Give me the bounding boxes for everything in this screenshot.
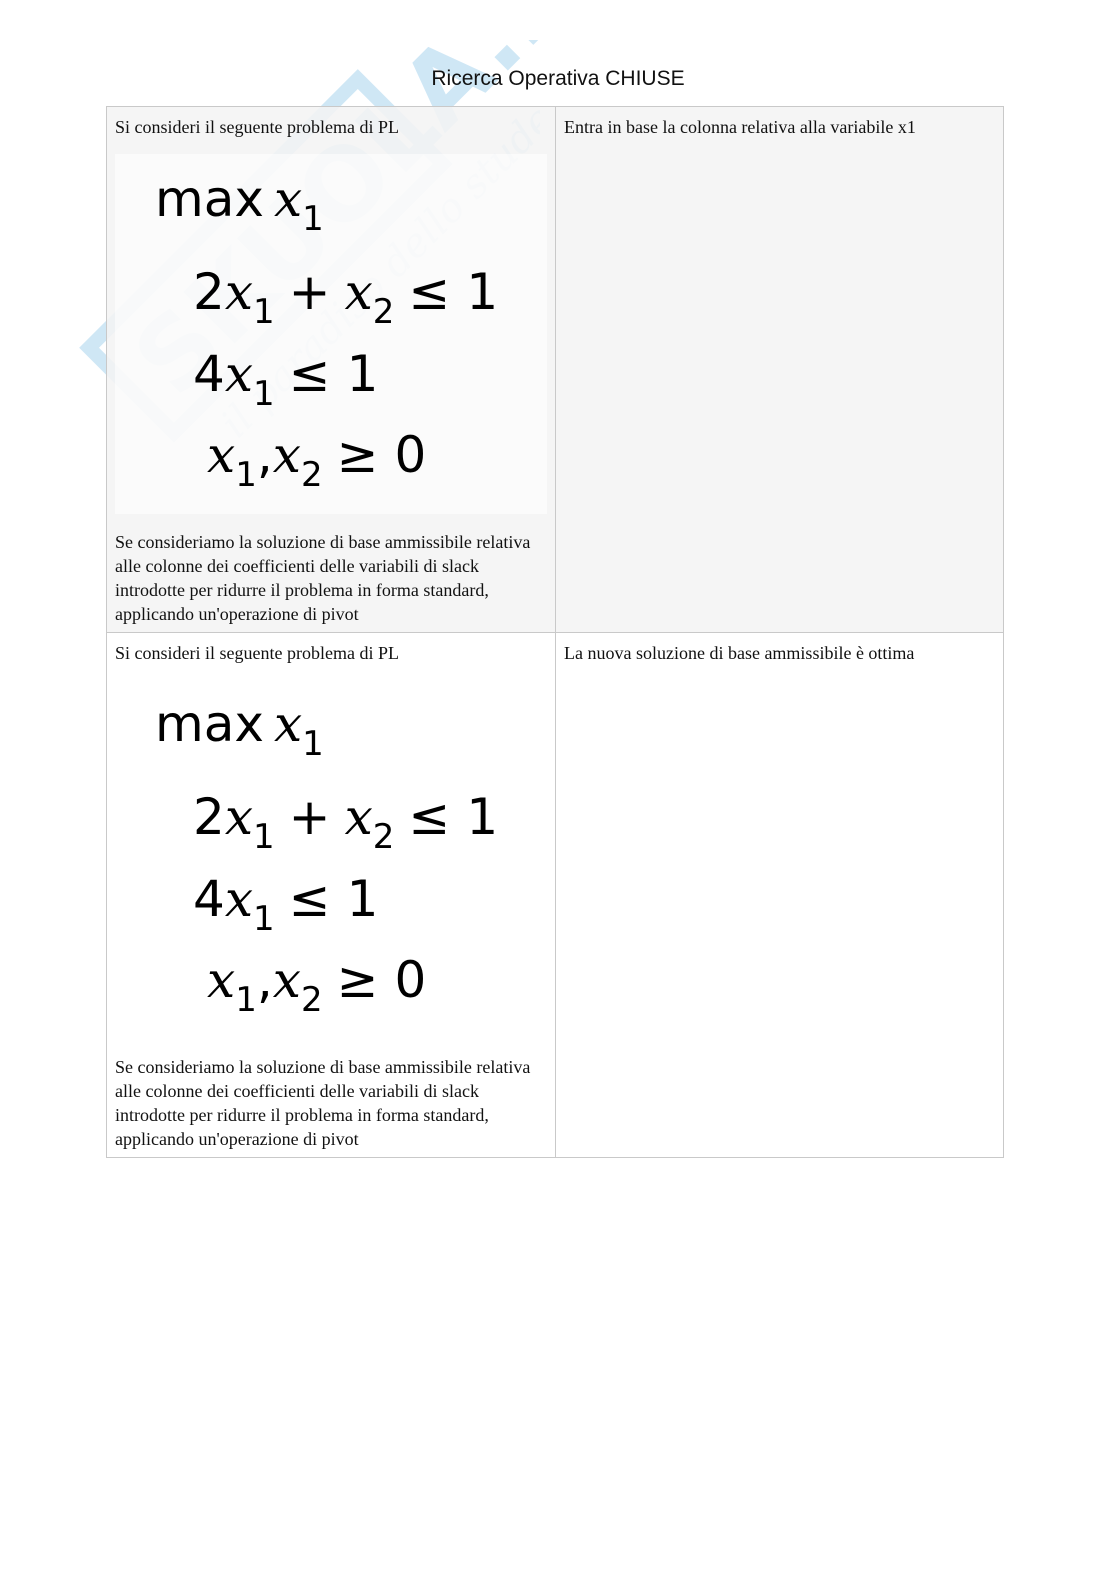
page-title: Ricerca Operativa CHIUSE <box>431 67 685 90</box>
svg-text:x1,x2≥0: $x_1,x_2 \ge 0$ <box>207 951 427 1020</box>
table-row <box>107 107 1004 633</box>
answer-text: La nuova soluzione di base ammissibile è ottima <box>564 643 915 663</box>
question-text: Se consideriamo la soluzione di base ammissibile relativa alle colonne dei coefficienti delle variabili di slack introdotte per ridurre il problema in forma standard, applicando un'operazione di pivot <box>115 532 531 624</box>
question-intro: Si consideri il seguente problema di PL <box>115 117 399 137</box>
svg-text:maxx1: $\max x_1$ <box>155 695 324 764</box>
svg-text:2x1+x2≤1: $2x_1 + x_2 \le 1$ <box>193 788 499 857</box>
answer-text: Entra in base la colonna relativa alla variabile x1 <box>564 117 916 137</box>
constraint-1 <box>193 263 498 332</box>
constraint-3 <box>207 426 426 495</box>
svg-text:2x1+x2≤1: $2x_1 + x_2 \le 1$ <box>193 262 499 332</box>
answer-cell <box>556 633 1004 1158</box>
lp-formula <box>115 679 547 1039</box>
constraint-2 <box>193 345 378 414</box>
answer-cell <box>556 107 1004 633</box>
lp-formula <box>115 154 547 514</box>
question-cell <box>107 107 556 633</box>
question-answer-table <box>106 106 1004 1158</box>
svg-text:4x1≤1: $4x_1 \le 1$ <box>193 344 379 414</box>
svg-text:x1,x2≥0: $x_1,x_2 \ge 0$ <box>207 425 427 495</box>
question-cell <box>107 633 556 1158</box>
constraint-3 <box>207 951 426 1020</box>
constraint-2 <box>193 870 378 939</box>
svg-text:maxx1: $\max x_1$ <box>155 169 324 239</box>
table-row <box>107 633 1004 1158</box>
svg-text:4x1≤1: $4x_1 \le 1$ <box>193 870 379 939</box>
objective-line <box>155 695 324 764</box>
question-text: Se consideriamo la soluzione di base ammissibile relativa alle colonne dei coefficienti delle variabili di slack introdotte per ridurre il problema in forma standard, applicando un'operazione di pivot <box>115 1057 531 1149</box>
objective-line <box>155 170 324 239</box>
question-intro: Si consideri il seguente problema di PL <box>115 643 399 663</box>
constraint-1 <box>193 788 498 857</box>
